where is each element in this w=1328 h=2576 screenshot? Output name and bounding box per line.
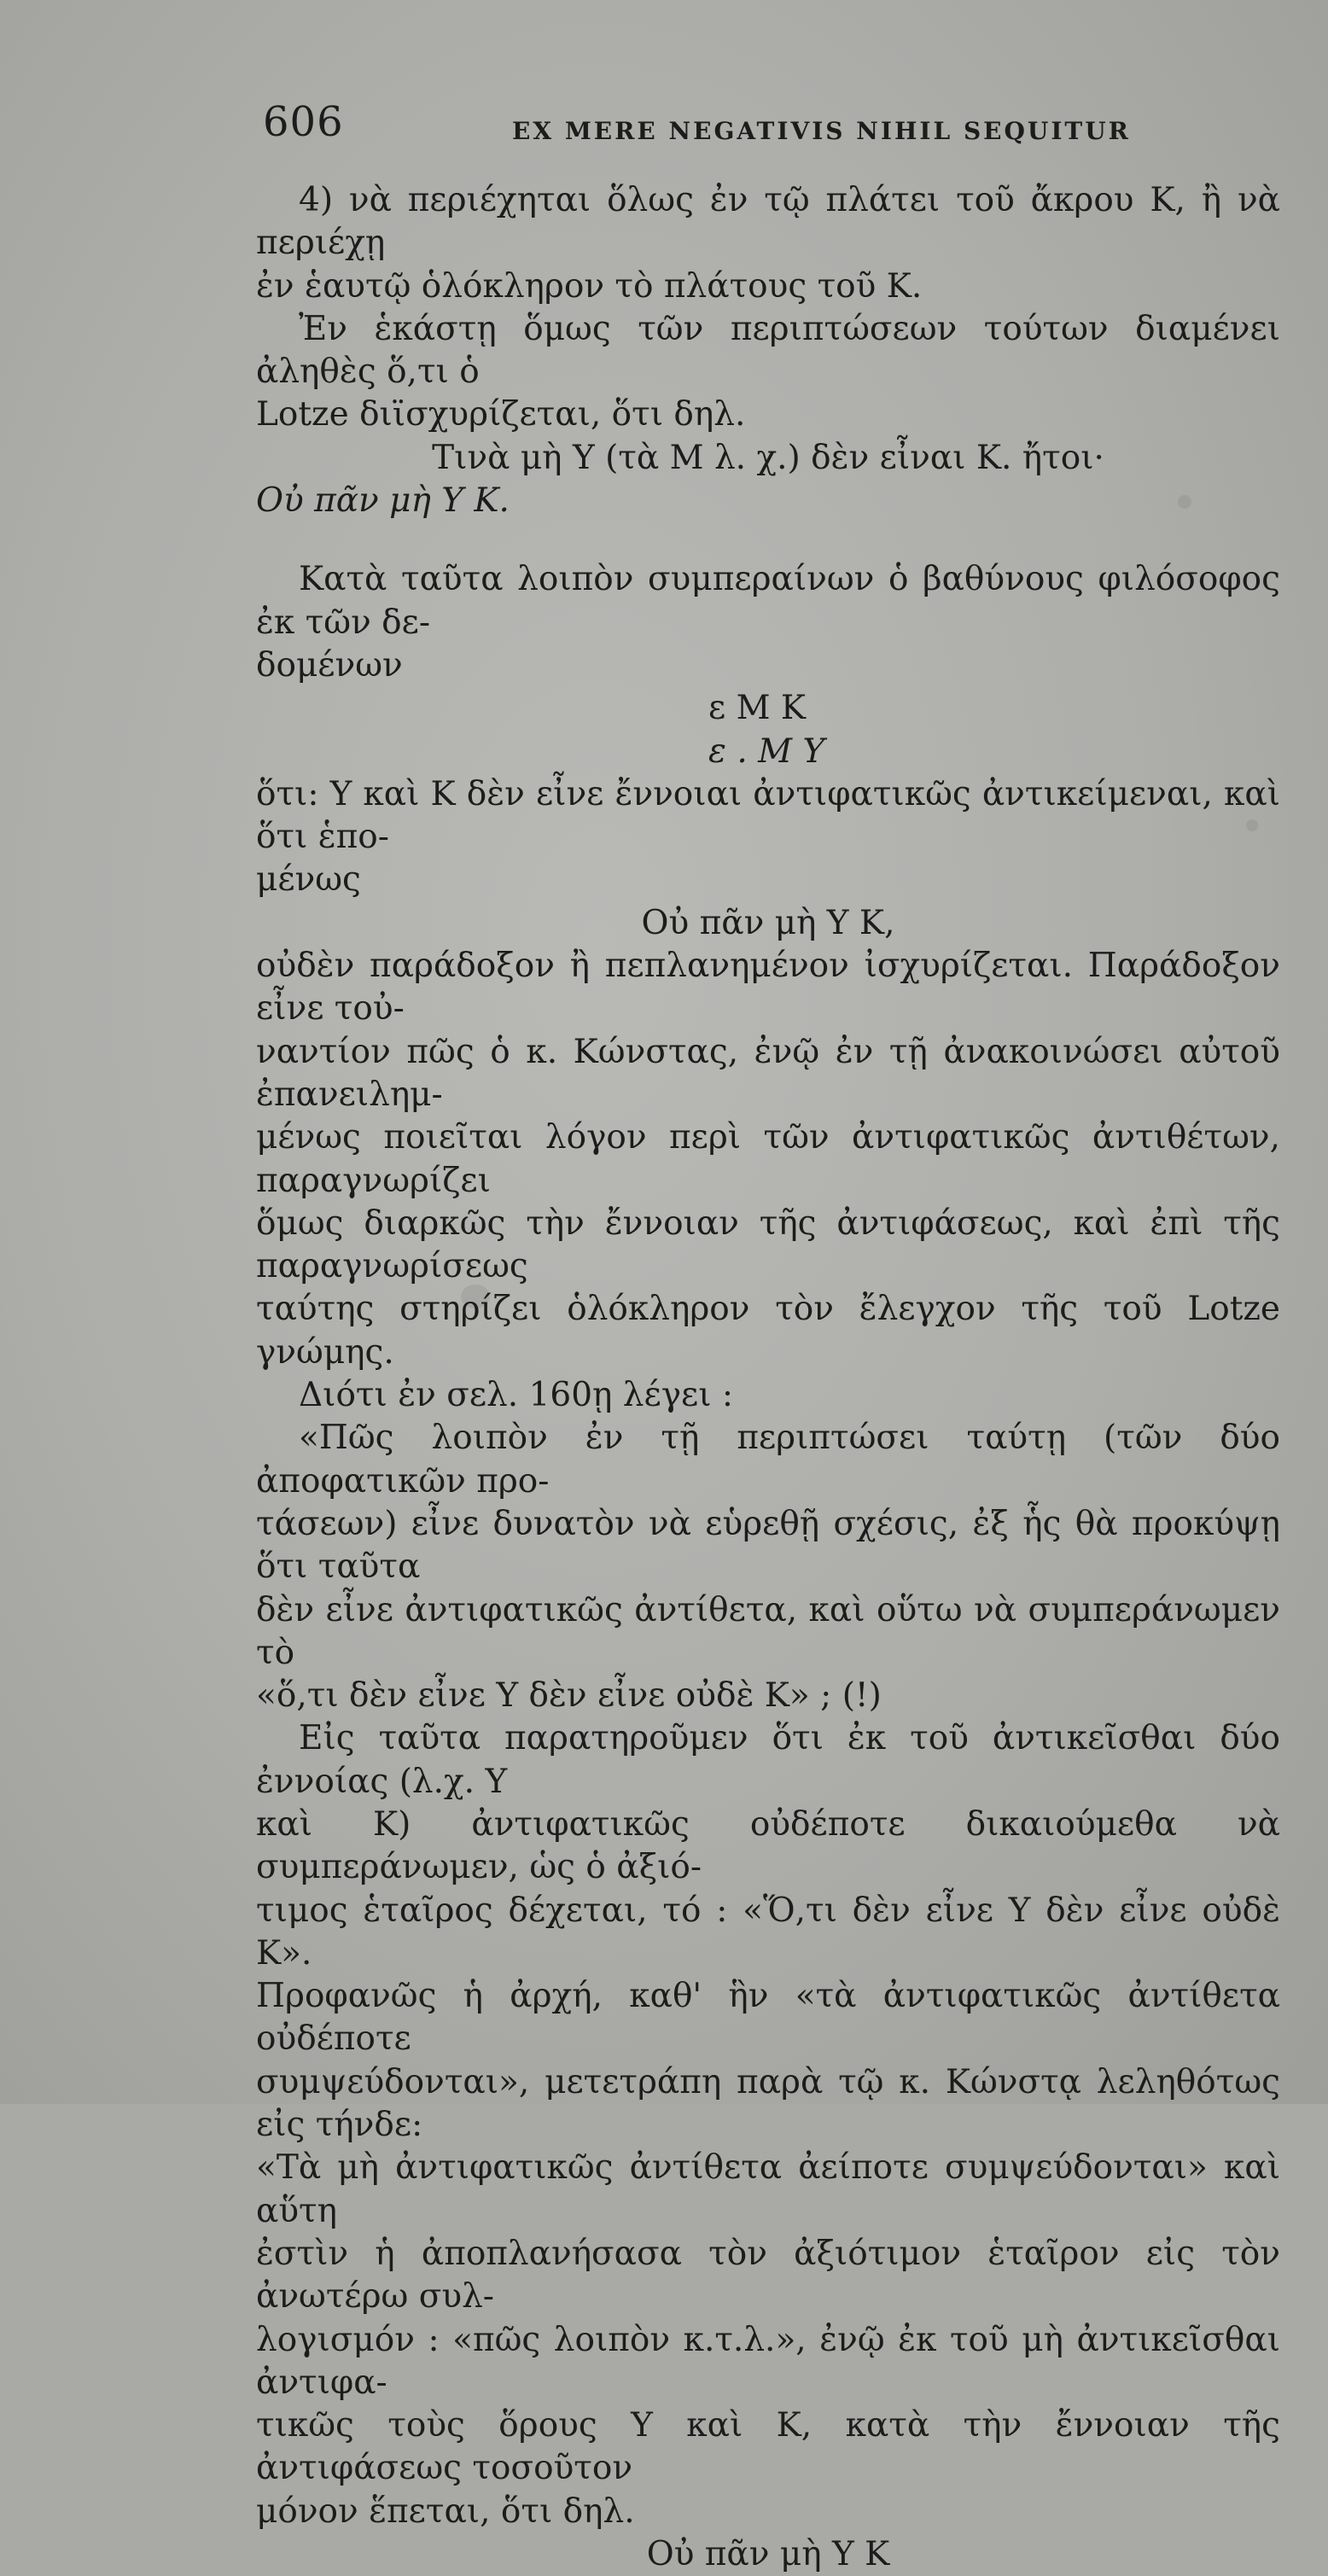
text-line: λογισμόν : «πῶς λοιπὸν κ.τ.λ.», ἐνῷ ἐκ τοῦ μὴ ἀντικεῖσθαι ἀντιφα- [256,2320,1280,2402]
text-line: δομένων [256,645,403,685]
text-line: καὶ Κ) ἀντιφατικῶς οὐδέποτε δικαιούμεθα νὰ συμπεράνωμεν, ὡς ὁ ἀξιό- [256,1804,1280,1887]
body-text [256,179,1280,2576]
text-line: τικῶς τοὺς ὅρους Υ καὶ Κ, κατὰ τὴν ἔννοιαν τῆς ἀντιφάσεως τοσοῦτον [256,2406,1280,2488]
running-title: EX MERE NEGATIVIS NIHIL SEQUITUR [512,117,1131,145]
text-line: ἐστὶν ἡ ἀποπλανήσασα τὸν ἀξιότιμον ἑταῖρον εἰς τὸν ἀνωτέρω συλ- [256,2234,1280,2317]
syllogism-premise: ε Μ Κ [708,689,807,728]
text-line: μένως ποιεῖται λόγον περὶ τῶν ἀντιφατικῶς ἀντιθέτων, παραγνωρίζει [256,1118,1280,1200]
formula-line: Οὐ πᾶν μὴ Υ Κ [646,2535,890,2574]
quote-line: τάσεων) εἶνε δυνατὸν νὰ εὑρεθῇ σχέσις, ἐξ ἧς θὰ προκύψῃ ὅτι ταῦτα [256,1504,1280,1587]
text-line: Κατὰ ταῦτα λοιπὸν συμπεραίνων ὁ βαθύνους φιλόσοφος ἐκ τῶν δε- [256,560,1280,642]
text-line: ὅτι: Υ καὶ Κ δὲν εἶνε ἔννοιαι ἀντιφατικῶς ἀντικείμεναι, καὶ ὅτι ἑπο- [256,774,1280,857]
text-line: τιμος ἑταῖρος δέχεται, τό : «Ὅ,τι δὲν εἶνε Υ δὲν εἶνε οὐδὲ Κ». [256,1891,1280,1973]
text-line: μόνον ἕπεται, ὅτι δηλ. [256,2491,635,2531]
quote-line: «Πῶς λοιπὸν ἐν τῇ περιπτώσει ταύτῃ (τῶν δύο ἀποφατικῶν προ- [256,1419,1280,1501]
page-header [0,98,1328,158]
text-line: Ἐν ἑκάστῃ ὅμως τῶν περιπτώσεων τούτων διαμένει ἀληθὲς ὅ,τι ὁ [256,309,1280,392]
formula-line: Οὐ πᾶν μὴ Υ Κ, [641,903,895,942]
text-line: οὐδὲν παράδοξον ἢ πεπλανημένον ἰσχυρίζεται. Παράδοξον εἶνε τοὐ- [256,947,1280,1029]
quote-line: «ὅ,τι δὲν εἶνε Υ δὲν εἶνε οὐδὲ Κ» ; (!) [256,1676,882,1716]
text-line: Lotze διϊσχυρίζεται, ὅτι δηλ. [256,395,746,434]
text-line: 4) νὰ περιέχηται ὅλως ἐν τῷ πλάτει τοῦ ἄκρου Κ, ἢ νὰ περιέχῃ [256,181,1280,263]
quote-line: δὲν εἶνε ἀντιφατικῶς ἀντίθετα, καὶ οὕτω νὰ συμπεράνωμεν τὸ [256,1590,1280,1672]
text-line: ταύτης στηρίζει ὁλόκληρον τὸν ἔλεγχον τῆς τοῦ Lotze γνώμης. [256,1290,1280,1372]
text-line: Τινὰ μὴ Υ (τὰ Μ λ. χ.) δὲν εἶναι Κ. ἤτοι· [432,438,1104,477]
text-line: ἐν ἑαυτῷ ὁλόκληρον τὸ πλάτους τοῦ Κ. [256,266,923,306]
text-line: Εἰς ταῦτα παρατηροῦμεν ὅτι ἐκ τοῦ ἀντικεῖσθαι δύο ἐννοίας (λ.χ. Υ [256,1719,1280,1801]
page-number: 606 [263,98,344,146]
text-line: Προφανῶς ἡ ἀρχή, καθ' ἣν «τὰ ἀντιφατικῶς ἀντίθετα οὐδέποτε [256,1977,1280,2059]
text-line: μένως [256,860,361,900]
formula-line: Οὐ πᾶν μὴ Υ Κ. [256,481,510,521]
text-line: συμψεύδονται», μετετράπη παρὰ τῷ κ. Κώνστᾳ λεληθότως εἰς τήνδε: [256,2062,1280,2145]
text-line: ὅμως διαρκῶς τὴν ἔννοιαν τῆς ἀντιφάσεως, καὶ ἐπὶ τῆς παραγνωρίσεως [256,1203,1280,1286]
text-line: Διότι ἐν σελ. 160ῃ λέγει : [299,1376,734,1415]
syllogism-premise: ε . Μ Υ [708,731,825,771]
text-line: «Τὰ μὴ ἀντιφατικῶς ἀντίθετα ἀείποτε συμψεύδονται» καὶ αὕτη [256,2148,1280,2230]
text-line: ναντίον πῶς ὁ κ. Κώνστας, ἐνῷ ἐν τῇ ἀνακοινώσει αὐτοῦ ἐπανειλημ- [256,1032,1280,1114]
